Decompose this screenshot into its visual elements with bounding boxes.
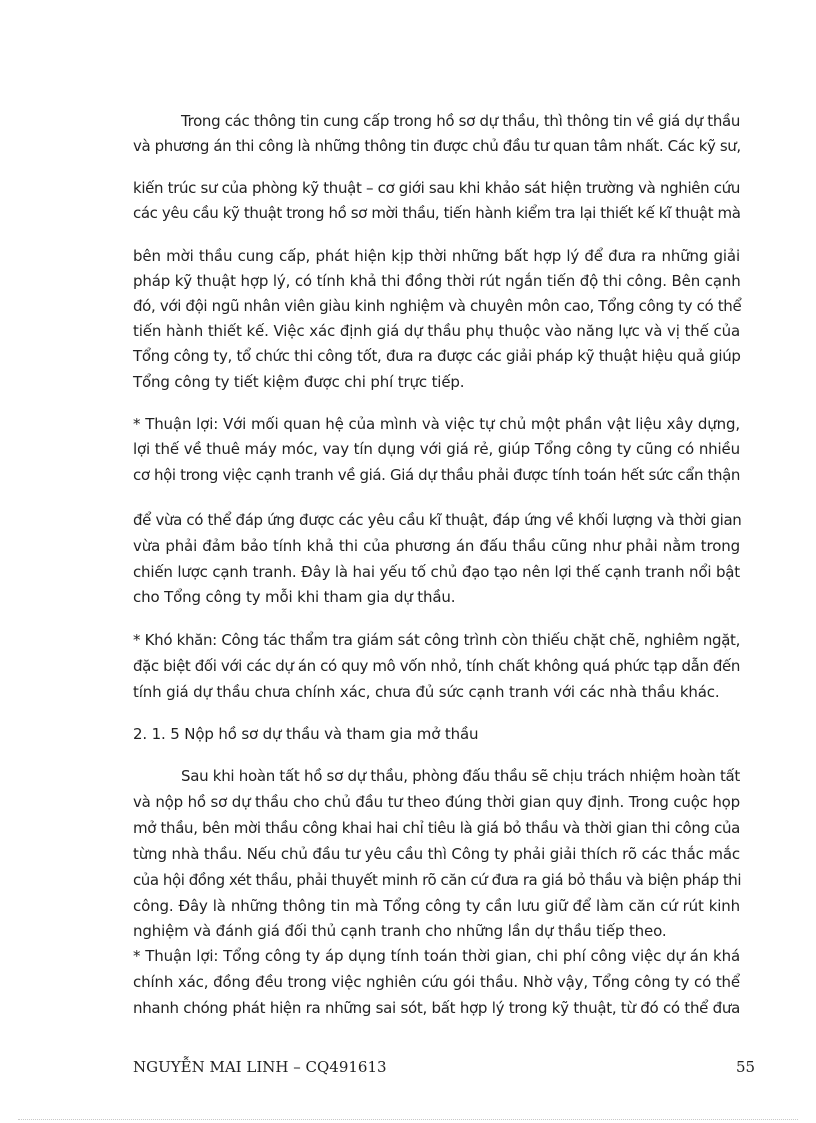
para2-line-7: cho Tổng công ty mỗi khi tham gia dự thầu. (133, 588, 456, 606)
para1-line-6: pháp kỹ thuật hợp lý, có tính khả thi đồng thời rút ngắn tiến độ thi công. Bên cạnh (133, 272, 741, 290)
para1-line-9: Tổng công ty, tổ chức thi công tốt, đưa ra được các giải pháp kỹ thuật hiệu quả giúp (133, 347, 741, 365)
para4-line-2: và nộp hồ sơ dự thầu cho chủ đầu tư theo đúng thời gian quy định. Trong cuộc họp (133, 793, 740, 811)
para4-line-5: của hội đồng xét thầu, phải thuyết minh rõ căn cứ đưa ra giá bỏ thầu và biện pháp thi (133, 871, 742, 889)
para1-line-2: và phương án thi công là những thông tin được chủ đầu tư quan tâm nhất. Các kỹ sư, (133, 137, 741, 155)
para2-line-3: cơ hội trong việc cạnh tranh về giá. Giá dự thầu phải được tính toán hết sức cẩn thận (133, 466, 740, 484)
para2-line-1: * Thuận lợi: Với mối quan hệ của mình và việc tự chủ một phần vật liệu xây dựng, (133, 415, 740, 433)
para1-line-5: bên mời thầu cung cấp, phát hiện kịp thời những bất hợp lý để đưa ra những giải (133, 247, 740, 265)
para4-line-1: Sau khi hoàn tất hồ sơ dự thầu, phòng đấu thầu sẽ chịu trách nhiệm hoàn tất (181, 767, 740, 785)
para5-line-2: chính xác, đồng đều trong việc nghiên cứu gói thầu. Nhờ vậy, Tổng công ty có thể (133, 973, 740, 991)
para3-line-1: * Khó khăn: Công tác thẩm tra giám sát công trình còn thiếu chặt chẽ, nghiêm ngặt, (133, 631, 740, 649)
para5-line-1: * Thuận lợi: Tổng công ty áp dụng tính toán thời gian, chi phí công việc dự án khá (133, 947, 740, 965)
para1-line-8: tiến hành thiết kế. Việc xác định giá dự thầu phụ thuộc vào năng lực và vị thế của (133, 322, 740, 340)
para2-line-4: để vừa có thể đáp ứng được các yêu cầu kĩ thuật, đáp ứng về khối lượng và thời gian (133, 511, 742, 529)
para1-line-3: kiến trúc sư của phòng kỹ thuật – cơ giới sau khi khảo sát hiện trường và nghiên cứu (133, 179, 740, 197)
para1-line-4: các yêu cầu kỹ thuật trong hồ sơ mời thầu, tiến hành kiểm tra lại thiết kế kĩ thuật mà (133, 204, 741, 222)
para4-line-4: từng nhà thầu. Nếu chủ đầu tư yêu cầu thì Công ty phải giải thích rõ các thắc mắc (133, 845, 740, 863)
para2-line-5: vừa phải đảm bảo tính khả thi của phương án đấu thầu cũng như phải nằm trong (133, 537, 740, 555)
footer-author: NGUYỄN MAI LINH – CQ491613 (133, 1058, 387, 1076)
para4-line-6: công. Đây là những thông tin mà Tổng công ty cần lưu giữ để làm căn cứ rút kinh (133, 897, 740, 915)
para4-line-3: mở thầu, bên mời thầu công khai hai chỉ tiêu là giá bỏ thầu và thời gian thi công của (133, 819, 740, 837)
section-heading: 2. 1. 5 Nộp hồ sơ dự thầu và tham gia mở thầu (133, 725, 479, 743)
para5-line-3: nhanh chóng phát hiện ra những sai sót, bất hợp lý trong kỹ thuật, từ đó có thể đưa (133, 999, 740, 1017)
para1-line-7: đó, với đội ngũ nhân viên giàu kinh nghiệm và chuyên môn cao, Tổng công ty có thể (133, 297, 742, 315)
page-bottom-divider (18, 1119, 798, 1120)
para1-line-10: Tổng công ty tiết kiệm được chi phí trực tiếp. (133, 373, 465, 391)
para2-line-2: lợi thế về thuê máy móc, vay tín dụng với giá rẻ, giúp Tổng công ty cũng có nhiều (133, 440, 740, 458)
footer-page-number: 55 (736, 1058, 756, 1076)
para3-line-2: đặc biệt đối với các dự án có quy mô vốn nhỏ, tính chất không quá phức tạp dẫn đến (133, 657, 740, 675)
para4-line-7: nghiệm và đánh giá đối thủ cạnh tranh cho những lần dự thầu tiếp theo. (133, 922, 667, 940)
para1-line-1: Trong các thông tin cung cấp trong hồ sơ dự thầu, thì thông tin về giá dự thầu (181, 112, 740, 130)
para2-line-6: chiến lược cạnh tranh. Đây là hai yếu tố chủ đạo tạo nên lợi thế cạnh tranh nổi bật (133, 563, 740, 581)
para3-line-3: tính giá dự thầu chưa chính xác, chưa đủ sức cạnh tranh với các nhà thầu khác. (133, 683, 720, 701)
